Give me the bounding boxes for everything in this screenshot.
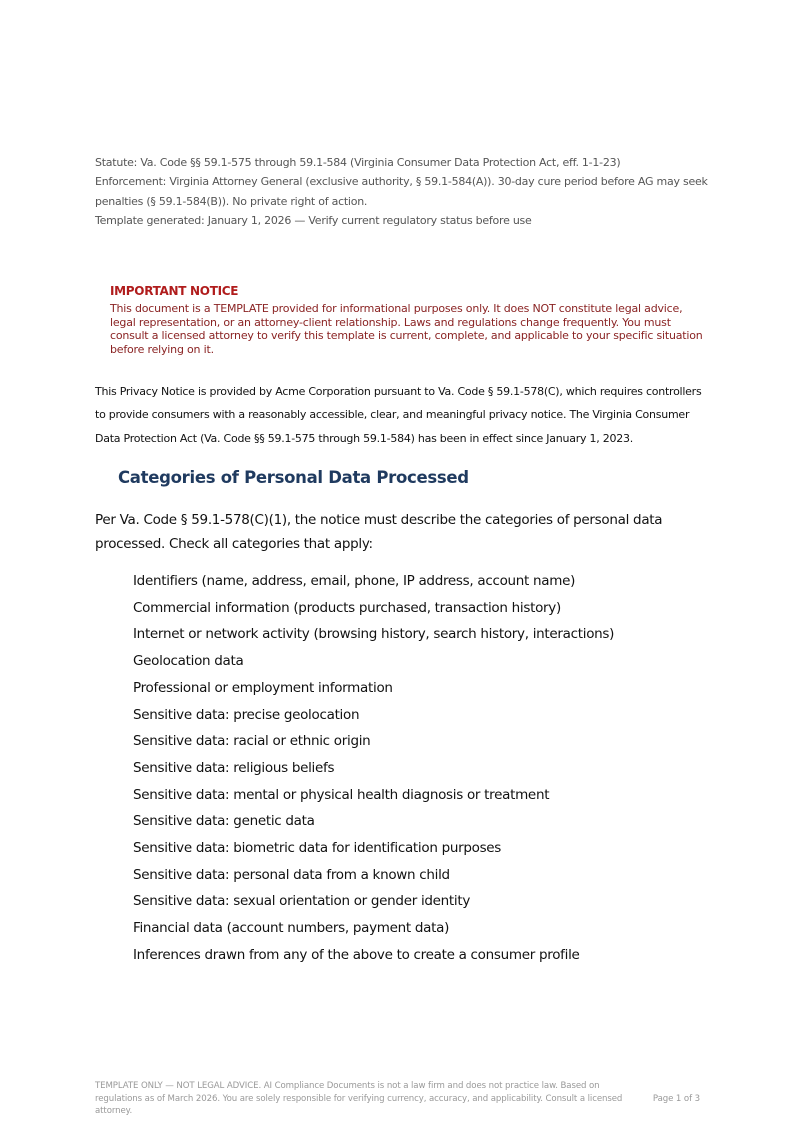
category-item: Financial data (account numbers, payment data) [133,920,450,937]
category-item: Sensitive data: mental or physical health diagnosis or treatment [133,786,550,803]
notice-title: IMPORTANT NOTICE [110,284,239,298]
intro-paragraph: This Privacy Notice is provided by Acme Corporation pursuant to Va. Code § 59.1-578(C), which requires controllers to provide consumers with a reasonably accessible, clear, and meaningful privacy notice. The Virginia Consumer Data Protection Act (Va. Code §§ 59.1-575 through 59.1-584) has been in effect since January 1, 2023. [95,385,702,445]
notice-body: This document is a TEMPLATE provided for informational purposes only. It does NOT constitute legal advice, legal representation, or an attorney-client relationship. Laws and regulations change frequently. You must consult a licensed attorney to verify this template is current, complete, and applicable to your specific situation before relying on it. [110,302,703,356]
page-footer [95,1080,705,1118]
category-item: Sensitive data: precise geolocation [133,706,360,723]
section-lead: Per Va. Code § 59.1-578(C)(1), the notice must describe the categories of personal data processed. Check all categories that apply: [95,512,663,552]
footer-disclaimer: TEMPLATE ONLY — NOT LEGAL ADVICE. AI Compliance Documents is not a law firm and does not practice law. Based on regulations as of March 2026. You are solely responsible for verifying currency, accuracy, and applicability. Consult a licensed attorney. [95,1081,623,1116]
category-item: Sensitive data: genetic data [133,813,315,830]
category-item: Identifiers (name, address, email, phone, IP address, account name) [133,573,576,589]
important-notice [110,284,710,356]
page-number: Page 1 of 3 [652,1093,700,1104]
category-item: Professional or employment information [133,679,393,696]
document-meta [95,153,715,230]
category-item: Internet or network activity (browsing history, search history, interactions) [133,626,615,643]
category-item: Sensitive data: racial or ethnic origin [133,733,371,750]
category-item: Geolocation data [133,653,244,670]
category-item: Sensitive data: religious beliefs [133,759,335,776]
category-item: Inferences drawn from any of the above to create a consumer profile [133,946,580,963]
generated-line: Template generated: January 1, 2026 — Verify current regulatory status before use [95,213,532,227]
category-item: Sensitive data: biometric data for identification purposes [133,840,502,857]
category-list [133,568,614,969]
category-item: Sensitive data: personal data from a known child [133,866,450,883]
category-item: Commercial information (products purchased, transaction history) [133,599,561,616]
enforcement-line: Enforcement: Virginia Attorney General (exclusive authority, § 59.1-584(A)). 30-day cure period before AG may seek penalties (§ 59.1-584(B)). No private right of action. [95,175,708,208]
statute-line: Statute: Va. Code §§ 59.1-575 through 59.1-584 (Virginia Consumer Data Protection Act, eff. 1-1-23) [95,156,621,169]
category-item: Sensitive data: sexual orientation or gender identity [133,893,471,910]
section-heading: Categories of Personal Data Processed [118,468,469,487]
